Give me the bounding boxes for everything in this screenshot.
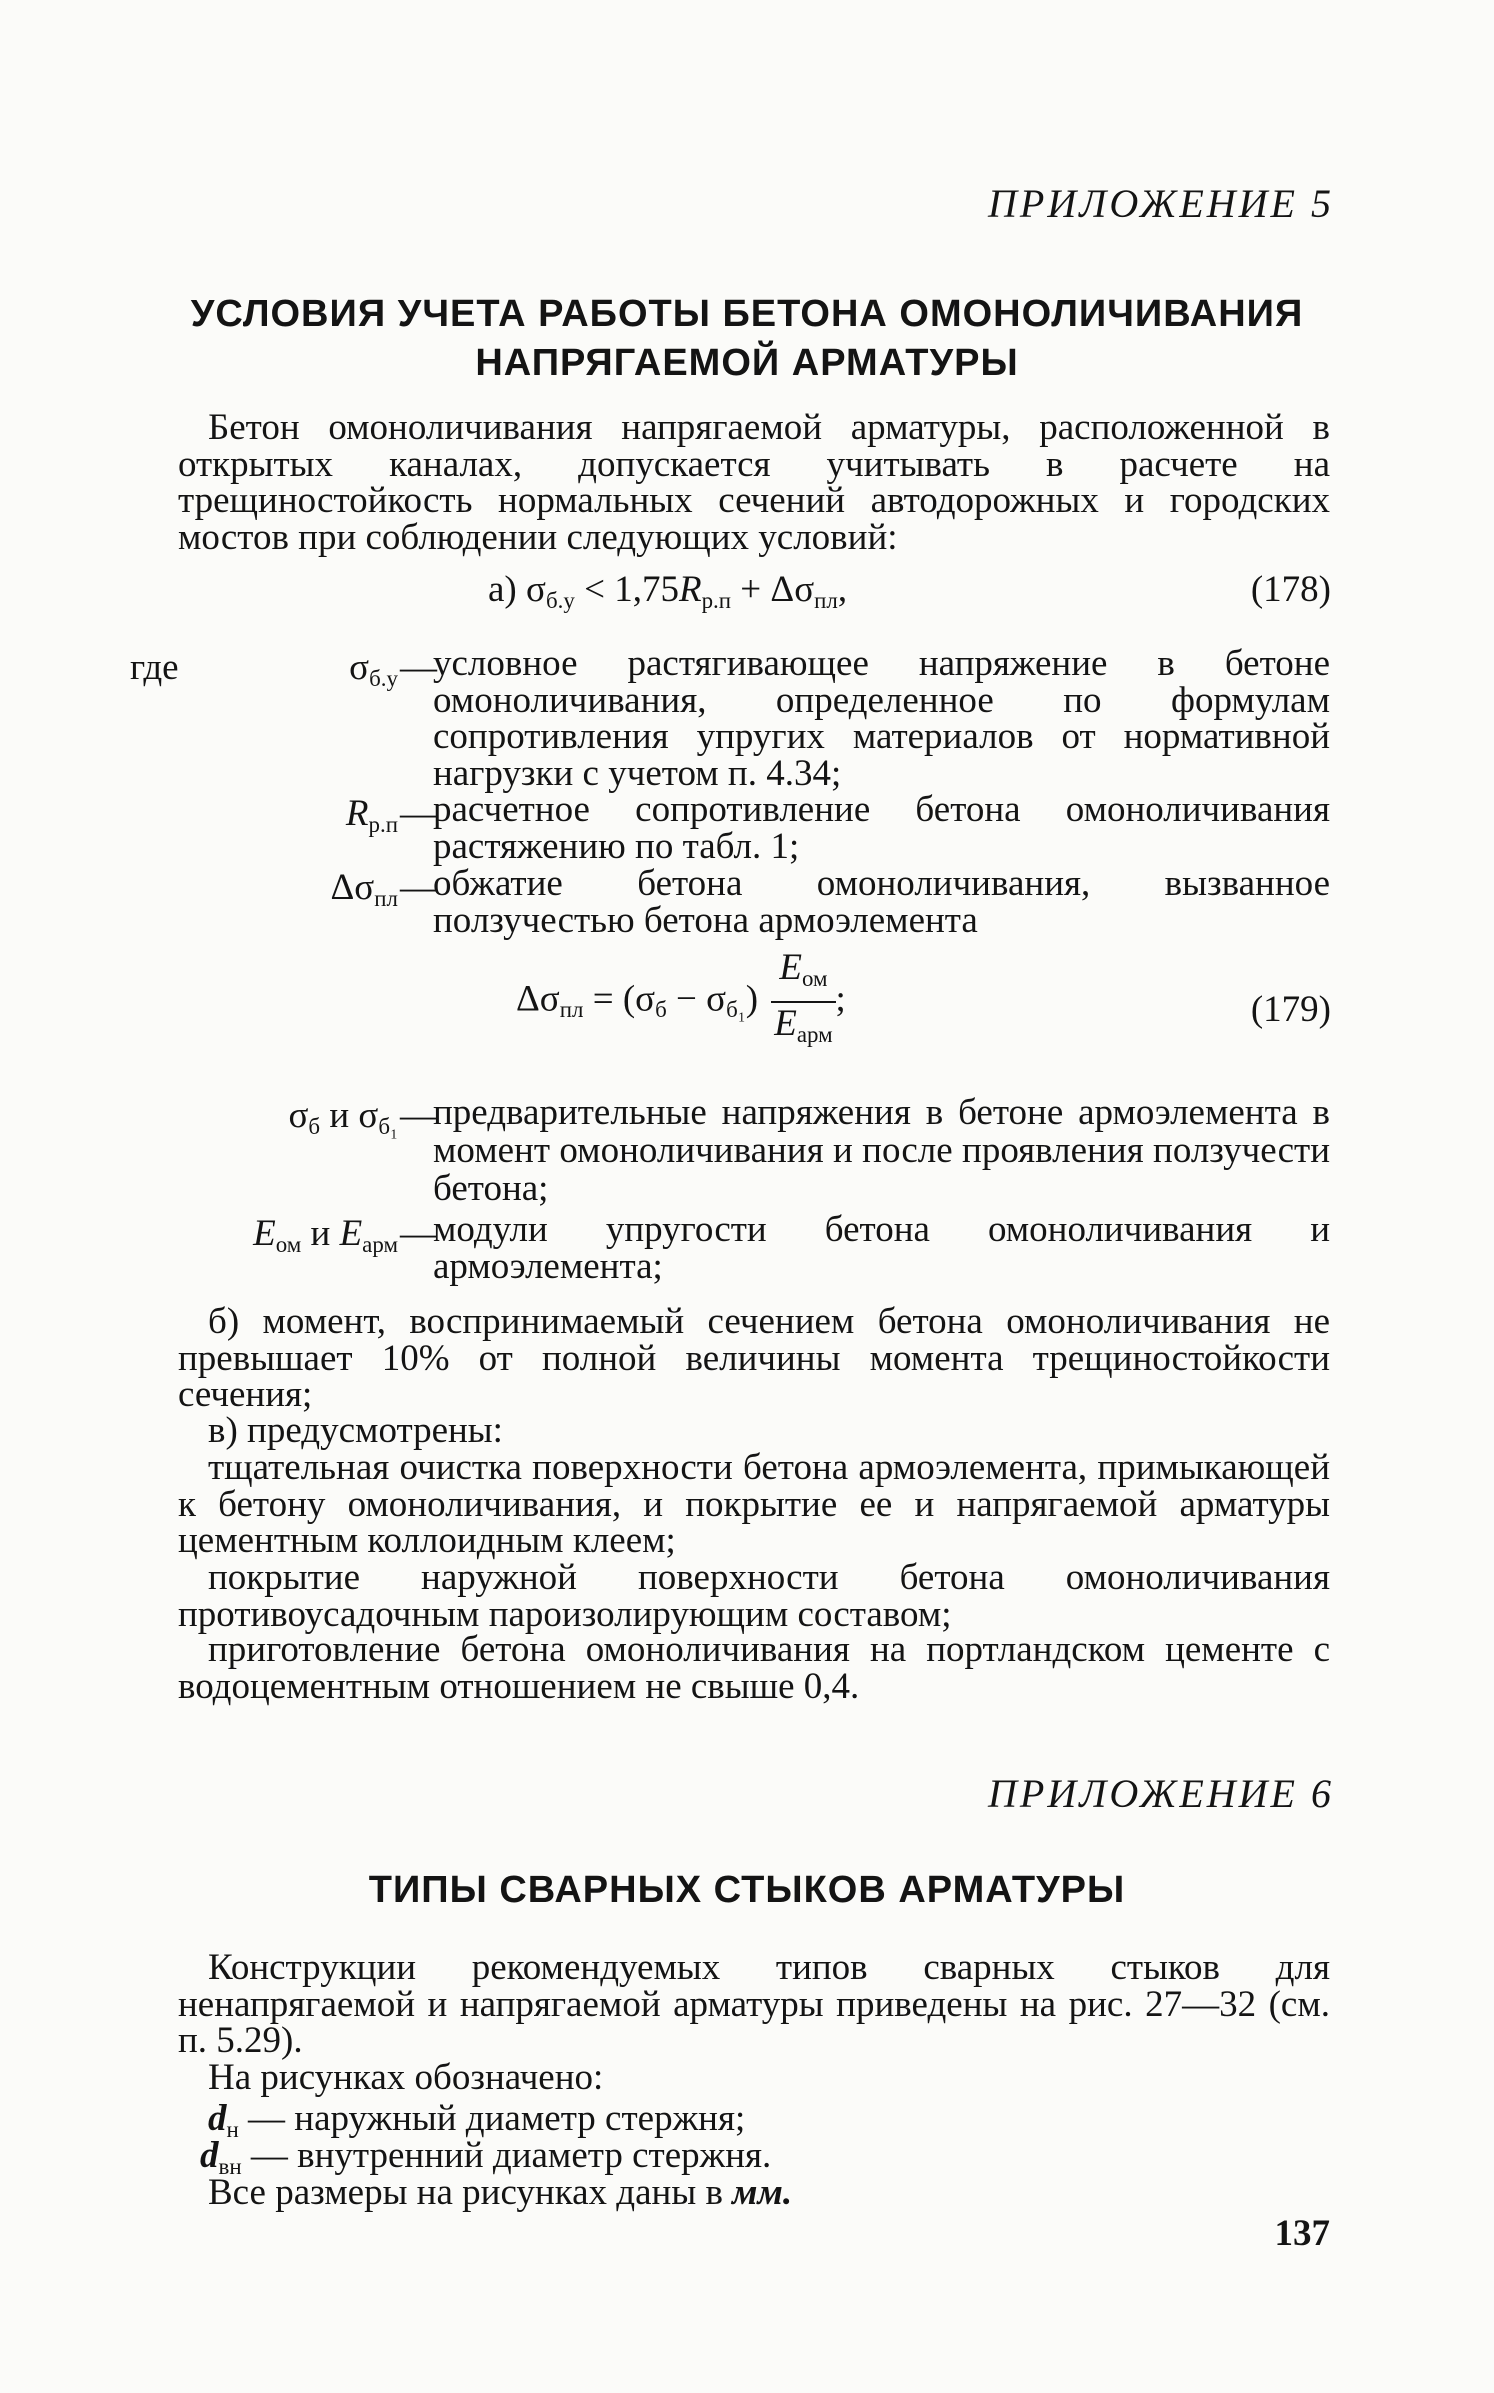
appendix-6-intro: Конструкции рекомендуемых типов сварных стыков для ненапрягаемой и напрягаемой арматуры приведены на рис. 27—32 (см. п. 5.29).: [178, 1947, 1330, 2061]
condition-a-prefix: а): [488, 569, 517, 610]
dash: —: [400, 647, 437, 688]
fraction: $\frac{E_{ом}}{E_{арм}}$: [771, 948, 835, 1056]
symbol-sigma-b-and-b1: $\sigma_б$ и $\sigma_{б_1}$: [288, 1095, 398, 1139]
legend-dvn: $d_{вн}$ — внутренний диаметр стержня.: [200, 2135, 772, 2179]
equation-178: а) $\sigma_{б.у} < 1,75R_{р.п} + \Delta\sigma_{пл}$,: [488, 569, 848, 613]
condition-v: в) предусмотрены:: [208, 1410, 503, 1451]
symbol-r-rp: $R_{р.п}$: [345, 793, 398, 837]
condition-v-item-2: покрытие наружной поверхности бетона омоноличивания противоусадочным пароизолирующим составом;: [178, 1557, 1330, 1635]
equation-179: $\Delta\sigma_{пл} = (\sigma_б - \sigma_{б_1})$ $\frac{E_{ом}}{E_{арм}}$ ;: [516, 948, 846, 1056]
definition-sigma-by: условное растягивающее напряжение в бетоне омоноличивания, определенное по формулам сопротивления упругих материалов от нормативной нагрузки с учетом п. 4.34;: [433, 643, 1330, 794]
where-label: где: [130, 647, 179, 688]
appendix-5-label: ПРИЛОЖЕНИЕ 5: [988, 181, 1334, 226]
dash: —: [400, 867, 437, 908]
legend-dn: $d_н$ — наружный диаметр стержня;: [208, 2098, 746, 2142]
appendix-5-intro: Бетон омоноличивания напрягаемой арматуры, расположенной в открытых каналах, допускается учитывать в расчете на трещиностойкость нормальных сечений автодорожных и городских мостов при соблюдении следующих условий:: [178, 407, 1330, 558]
appendix-6-title: ТИПЫ СВАРНЫХ СТЫКОВ АРМАТУРЫ: [368, 1869, 1126, 1911]
equation-179-number: (179): [1250, 989, 1331, 1030]
dash: —: [400, 793, 437, 834]
dash: —: [400, 1213, 437, 1254]
page-number: 137: [1274, 2213, 1330, 2254]
appendix-5-title-line2: НАПРЯГАЕМОЙ АРМАТУРЫ: [475, 342, 1019, 384]
definition-e-om: модули упругости бетона омоноличивания и армоэлемента;: [433, 1209, 1330, 1287]
appendix-6-label: ПРИЛОЖЕНИЕ 6: [988, 1771, 1334, 1816]
condition-v-item-1: тщательная очистка поверхности бетона армоэлемента, примыкающей к бетону омоноличивания, и покрытие ее и напрягаемой арматуры цементным коллоидным клеем;: [178, 1447, 1330, 1561]
definition-delta-sigma-pl: обжатие бетона омоноличивания, вызванное ползучестью бетона армоэлемента: [433, 863, 1330, 941]
legend-heading: На рисунках обозначено:: [208, 2057, 604, 2098]
units-note: Все размеры на рисунках даны в мм.: [208, 2172, 793, 2213]
appendix-5-title-line1: УСЛОВИЯ УЧЕТА РАБОТЫ БЕТОНА ОМОНОЛИЧИВАНИЯ: [190, 293, 1304, 335]
definition-sigma-b: предварительные напряжения в бетоне армоэлемента в момент омоноличивания и после проявления ползучести бетона;: [433, 1092, 1330, 1209]
dash: —: [400, 1095, 437, 1136]
appendix-5-title: [140, 290, 1354, 388]
symbol-sigma-by: $\sigma_{б.у}$: [349, 647, 398, 691]
symbol-e-om-e-arm: $E_{ом}$ и $E_{арм}$: [253, 1213, 398, 1257]
condition-v-item-3: приготовление бетона омоноличивания на портландском цементе с водоцементным отношением не свыше 0,4.: [178, 1629, 1330, 1707]
symbol-delta-sigma-pl: $\Delta\sigma_{пл}$: [330, 867, 398, 911]
equation-178-number: (178): [1250, 569, 1331, 610]
condition-b: б) момент, воспринимаемый сечением бетона омоноличивания не превышает 10% от полной величины момента трещиностойкости сечения;: [178, 1301, 1330, 1415]
definition-r-rp: расчетное сопротивление бетона омоноличивания растяжению по табл. 1;: [433, 789, 1330, 867]
